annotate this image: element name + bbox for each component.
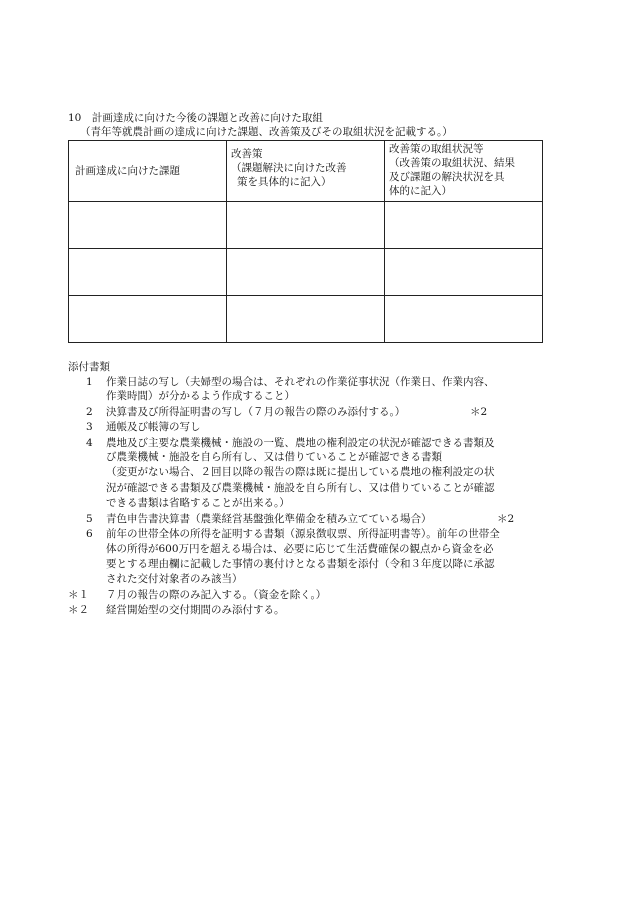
header-improvements-note-2: 策を具体的に記入） — [237, 176, 332, 188]
attachments-heading: 添付書類 — [68, 361, 110, 373]
section-heading: 10 計画達成に向けた今後の課題と改善に向けた取組 — [68, 112, 323, 124]
footnote-mark: ＊2 — [470, 406, 488, 418]
footnote-mark: ＊2 — [497, 513, 515, 525]
attachment-line: 要とする理由欄に記載した事情の裏付けとなる書類を添付（令和３年度以降に承認 — [106, 558, 495, 570]
attachment-line: 農地及び主要な農業機械・施設の一覧、農地の権利設定の状況が確認できる書類及 — [106, 437, 495, 449]
attachment-line: 作業日誌の写し（夫婦型の場合は、それぞれの作業従事状況（作業日、作業内容、 — [106, 376, 495, 388]
footnote-mark: ＊２ — [68, 604, 89, 616]
attachment-line: 決算書及び所得証明書の写し（７月の報告の際のみ添付する。） — [106, 406, 406, 418]
table-header-row — [69, 141, 543, 202]
header-progress-note-3: 体的に記入） — [389, 185, 452, 197]
attachment-line: （変更がない場合、２回目以降の報告の際は既に提出している農地の権利設定の状 — [106, 466, 495, 478]
attachment-line: 青色申告書決算書（農業経営基盤強化準備金を積み立てている場合） — [106, 513, 432, 525]
attachment-number: 6 — [86, 528, 93, 540]
footnote-text: 経営開始型の交付期間のみ添付する。 — [106, 604, 285, 616]
table-cell[interactable] — [69, 296, 227, 343]
table-cell[interactable] — [69, 202, 227, 249]
section-subheading: （青年等就農計画の達成に向けた課題、改善策及びその取組状況を記載する。） — [80, 126, 453, 138]
table-cell[interactable] — [385, 296, 543, 343]
footnote-text: ７月の報告の際のみ記入する。（資金を除く。） — [106, 589, 327, 601]
header-progress-title: 改善策の取組状況等 — [389, 143, 484, 155]
header-improvements-note-1: （課題解決に向けた改善 — [231, 162, 347, 174]
table-cell[interactable] — [385, 202, 543, 249]
attachment-number: 1 — [86, 376, 93, 388]
header-issues — [69, 141, 227, 202]
table-row — [69, 249, 543, 296]
attachment-line: できる書類は省略することが出来る。） — [106, 497, 290, 509]
footnote-mark: ＊１ — [68, 589, 89, 601]
issues-table — [68, 140, 543, 343]
table-cell[interactable] — [385, 249, 543, 296]
attachment-number: 4 — [86, 437, 93, 449]
table-cell[interactable] — [69, 249, 227, 296]
table-cell[interactable] — [227, 202, 385, 249]
attachment-line: 前年の世帯全体の所得を証明する書類（源泉徴収票、所得証明書等）。前年の世帯全 — [106, 528, 500, 540]
attachment-line: された交付対象者のみ該当） — [106, 573, 243, 585]
header-improvements-title: 改善策 — [231, 148, 263, 160]
attachment-number: 3 — [86, 421, 93, 433]
attachment-number: 2 — [86, 406, 93, 418]
header-progress-note-1: （改善策の取組状況、結果 — [389, 157, 515, 169]
table-cell[interactable] — [227, 296, 385, 343]
header-improvements — [227, 141, 385, 202]
header-progress-note-2: 及び課題の解決状況を具 — [389, 171, 505, 183]
header-issues-label: 計画達成に向けた課題 — [75, 165, 180, 177]
header-progress — [385, 141, 543, 202]
attachment-line: 況が確認できる書類及び農業機械・施設を自ら所有し、又は借りていることが確認 — [106, 482, 495, 494]
table-row — [69, 296, 543, 343]
table-cell[interactable] — [227, 249, 385, 296]
attachment-number: 5 — [86, 513, 93, 525]
attachment-line: び農業機械・施設を自ら所有し、又は借りていることが確認できる書類 — [106, 451, 442, 463]
attachment-line: 作業時間）が分かるよう作成すること） — [106, 390, 295, 402]
attachment-line: 体の所得が600万円を超える場合は、必要に応じて生活費確保の観点から資金を必 — [106, 543, 494, 555]
attachment-line: 通帳及び帳簿の写し — [106, 421, 201, 433]
table-row — [69, 202, 543, 249]
